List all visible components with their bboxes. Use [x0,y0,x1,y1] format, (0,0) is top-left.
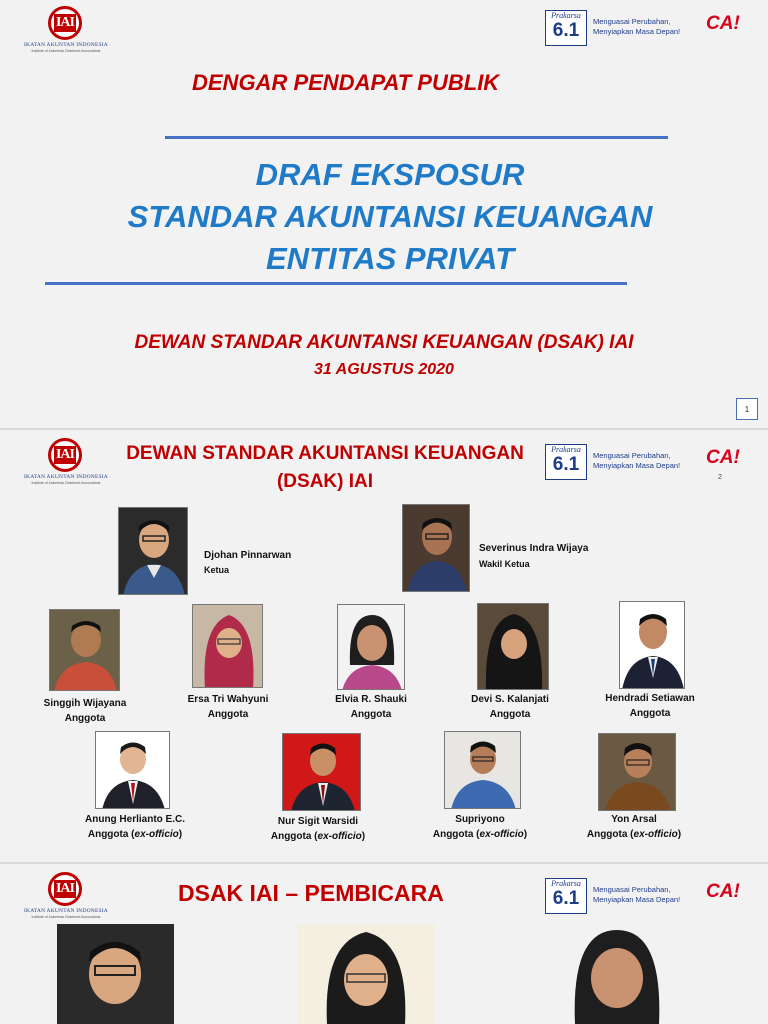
iai-name: IKATAN AKUNTAN INDONESIA [24,474,108,480]
photo-anung [95,731,170,809]
ca-logo: CA! [706,881,740,902]
photo-djohan [118,507,188,595]
ca-logo: CA! [706,447,740,468]
prakarsa-logo: Prakarsa 6.1 [545,10,587,46]
iai-name: IKATAN AKUNTAN INDONESIA [24,908,108,914]
member-name: Devi S. Kalanjati [471,694,549,705]
iai-subname: Institute of Indonesia Chartered Accountants [31,481,101,485]
member-name: Singgih Wijayana [43,698,127,709]
slide-title: DSAK IAI – PEMBICARA [178,880,444,906]
page-number: 2 [718,474,722,481]
slide-title-line-1: DEWAN STANDAR AKUNTANSI KEUANGAN [126,443,524,464]
photo-nur-sigit [282,733,361,811]
event-date: 31 AGUSTUS 2020 [314,361,454,378]
member-name: Anung Herlianto E.C. [85,814,185,825]
slide-speakers [0,864,768,1024]
photo-severinus [402,504,470,592]
iai-subname: Institute of Indonesia Chartered Accountants [31,49,101,53]
title-line-3: ENTITAS PRIVAT [266,241,514,276]
photo-devi [477,603,549,690]
member-role: Anggota (ex-officio) [270,831,366,842]
member-name: Elvia R. Shauki [335,694,407,705]
member-role: Anggota [489,709,531,720]
iai-emblem-icon: IAI [48,6,82,40]
member-role: Anggota (ex-officio) [432,829,528,840]
member-role: Anggota (ex-officio) [87,829,183,840]
member-role: Anggota [64,713,106,724]
photo-singgih [49,609,120,691]
leader-role: Ketua [204,565,230,575]
title-line-2: STANDAR AKUNTANSI KEUANGAN [127,199,653,234]
photo-yon-arsal [598,733,676,811]
member-role: Anggota (ex-officio) [586,829,682,840]
slide-cover [0,0,768,428]
photo-hendradi [619,601,685,689]
iai-logo [20,6,112,54]
iai-logo [20,872,112,920]
leader-role: Wakil Ketua [479,559,530,569]
title-line-1: DRAF EKSPOSUR [255,157,525,192]
board-name: DEWAN STANDAR AKUNTANSI KEUANGAN (DSAK) IAI [134,332,634,353]
slide-title-line-2: (DSAK) IAI [276,471,374,492]
bottom-rule [45,282,627,285]
slide-board-members [0,430,768,862]
iai-name: IKATAN AKUNTAN INDONESIA [24,42,108,48]
prakarsa-logo: Prakarsa 6.1 [545,444,587,480]
leader-name: Severinus Indra Wijaya [479,543,589,554]
kicker-title: DENGAR PENDAPAT PUBLIK [192,70,500,95]
member-name: Nur Sigit Warsidi [277,816,359,827]
member-name: Supriyono [455,814,505,825]
iai-emblem-icon: IAI [48,872,82,906]
iai-emblem-icon: IAI [48,438,82,472]
member-name: Ersa Tri Wahyuni [187,694,269,705]
tagline: Menguasai Perubahan, Menyiapkan Masa Depan! [593,451,681,470]
photo-elvia [337,604,405,690]
member-role: Anggota [350,709,392,720]
tagline: Menguasai Perubahan, Menyiapkan Masa Depan! [593,885,681,904]
photo-speaker-2 [297,924,435,1024]
page-number: 1 [736,398,758,420]
member-role: Anggota [207,709,249,720]
photo-speaker-1 [57,924,174,1024]
iai-subname: Institute of Indonesia Chartered Accountants [31,915,101,919]
ca-logo: CA! [706,13,740,34]
member-name: Yon Arsal [611,814,657,825]
photo-speaker-3 [559,922,675,1024]
photo-ersa [192,604,263,688]
leader-name: Djohan Pinnarwan [204,550,292,561]
prakarsa-logo: Prakarsa 6.1 [545,878,587,914]
member-role: Anggota [629,708,671,719]
member-name: Hendradi Setiawan [605,693,695,704]
photo-supriyono [444,731,521,809]
top-rule [165,136,668,139]
tagline: Menguasai Perubahan, Menyiapkan Masa Depan! [593,17,681,36]
